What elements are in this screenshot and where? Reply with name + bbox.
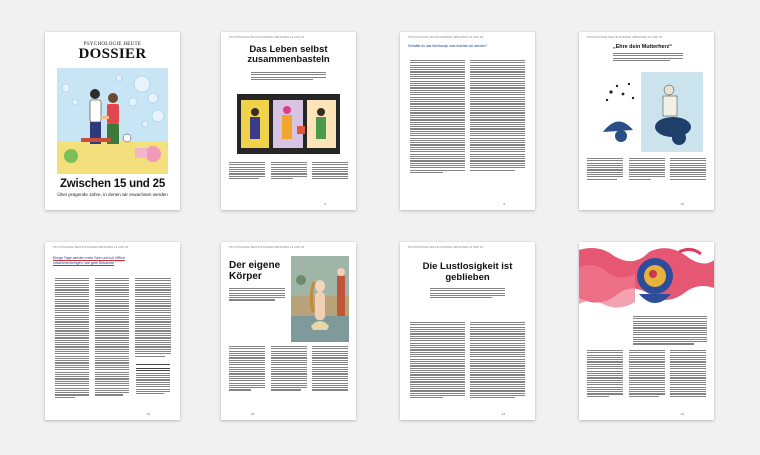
page-mutterherz[interactable] xyxy=(579,32,714,210)
cover-masthead xyxy=(45,42,180,62)
page-lustlosigkeit[interactable] xyxy=(400,242,535,420)
running-header: PSYCHOLOGIE HEUTE DOSSIER ZWISCHEN 15 UND 25 xyxy=(53,246,129,248)
cover-illustration xyxy=(57,68,168,174)
wheelbarrow-illustration xyxy=(593,72,703,152)
page-leben[interactable] xyxy=(221,32,356,210)
page-koerper[interactable] xyxy=(221,242,356,420)
running-header: PSYCHOLOGIE HEUTE DOSSIER ZWISCHEN 15 UND 25 xyxy=(229,36,305,38)
cover-brand-top: PSYCHOLOGIE HEUTE xyxy=(83,42,142,47)
page-number: 9 xyxy=(503,202,505,206)
head-illustration xyxy=(579,242,714,314)
cover-subtitle: Über prägende Jahre, in denen wir erwachsen werden xyxy=(57,192,168,197)
running-header: PSYCHOLOGIE HEUTE DOSSIER ZWISCHEN 15 UND 25 xyxy=(229,246,305,248)
running-header: PSYCHOLOGIE HEUTE DOSSIER ZWISCHEN 15 UND 25 xyxy=(408,36,484,38)
running-header: PSYCHOLOGIE HEUTE DOSSIER ZWISCHEN 15 UND 25 xyxy=(408,246,484,248)
page-number: 23 xyxy=(501,412,505,416)
page-illustration[interactable] xyxy=(579,242,714,420)
page-headline: Der eigene Körper xyxy=(229,260,281,282)
cover-title: Zwischen 15 und 25 xyxy=(59,178,166,190)
cover-brand-main: DOSSIER xyxy=(78,46,147,62)
film-strip-illustration xyxy=(237,90,340,158)
running-header: PSYCHOLOGIE HEUTE DOSSIER ZWISCHEN 15 UND 25 xyxy=(587,36,663,38)
page-headline: Die Lustlosigkeit ist geblieben xyxy=(422,261,513,283)
cover-page[interactable] xyxy=(45,32,180,210)
page-headline: Einige Tage werden mein Sein und ich NRich zusammenbringen, wie gute Bekannte xyxy=(53,256,125,265)
sidebar-box xyxy=(136,364,170,403)
page-text-spread[interactable] xyxy=(400,32,535,210)
page-bekannte[interactable] xyxy=(45,242,180,420)
page-number: 5 xyxy=(324,202,326,206)
page-number: 24 xyxy=(680,412,684,416)
page-number: 15 xyxy=(146,412,150,416)
intro-deck xyxy=(251,72,326,81)
page-number: 10 xyxy=(680,202,684,206)
page-headline: „Ehre dein Mutterherz“ xyxy=(613,44,673,50)
page-number: 20 xyxy=(251,412,255,416)
page-headline: Das Leben selbst zusammenbasteln xyxy=(247,44,330,65)
page-headline: Schaffst du das überhaupt, was machen du werden? xyxy=(408,44,488,48)
venus-painting xyxy=(291,256,349,342)
